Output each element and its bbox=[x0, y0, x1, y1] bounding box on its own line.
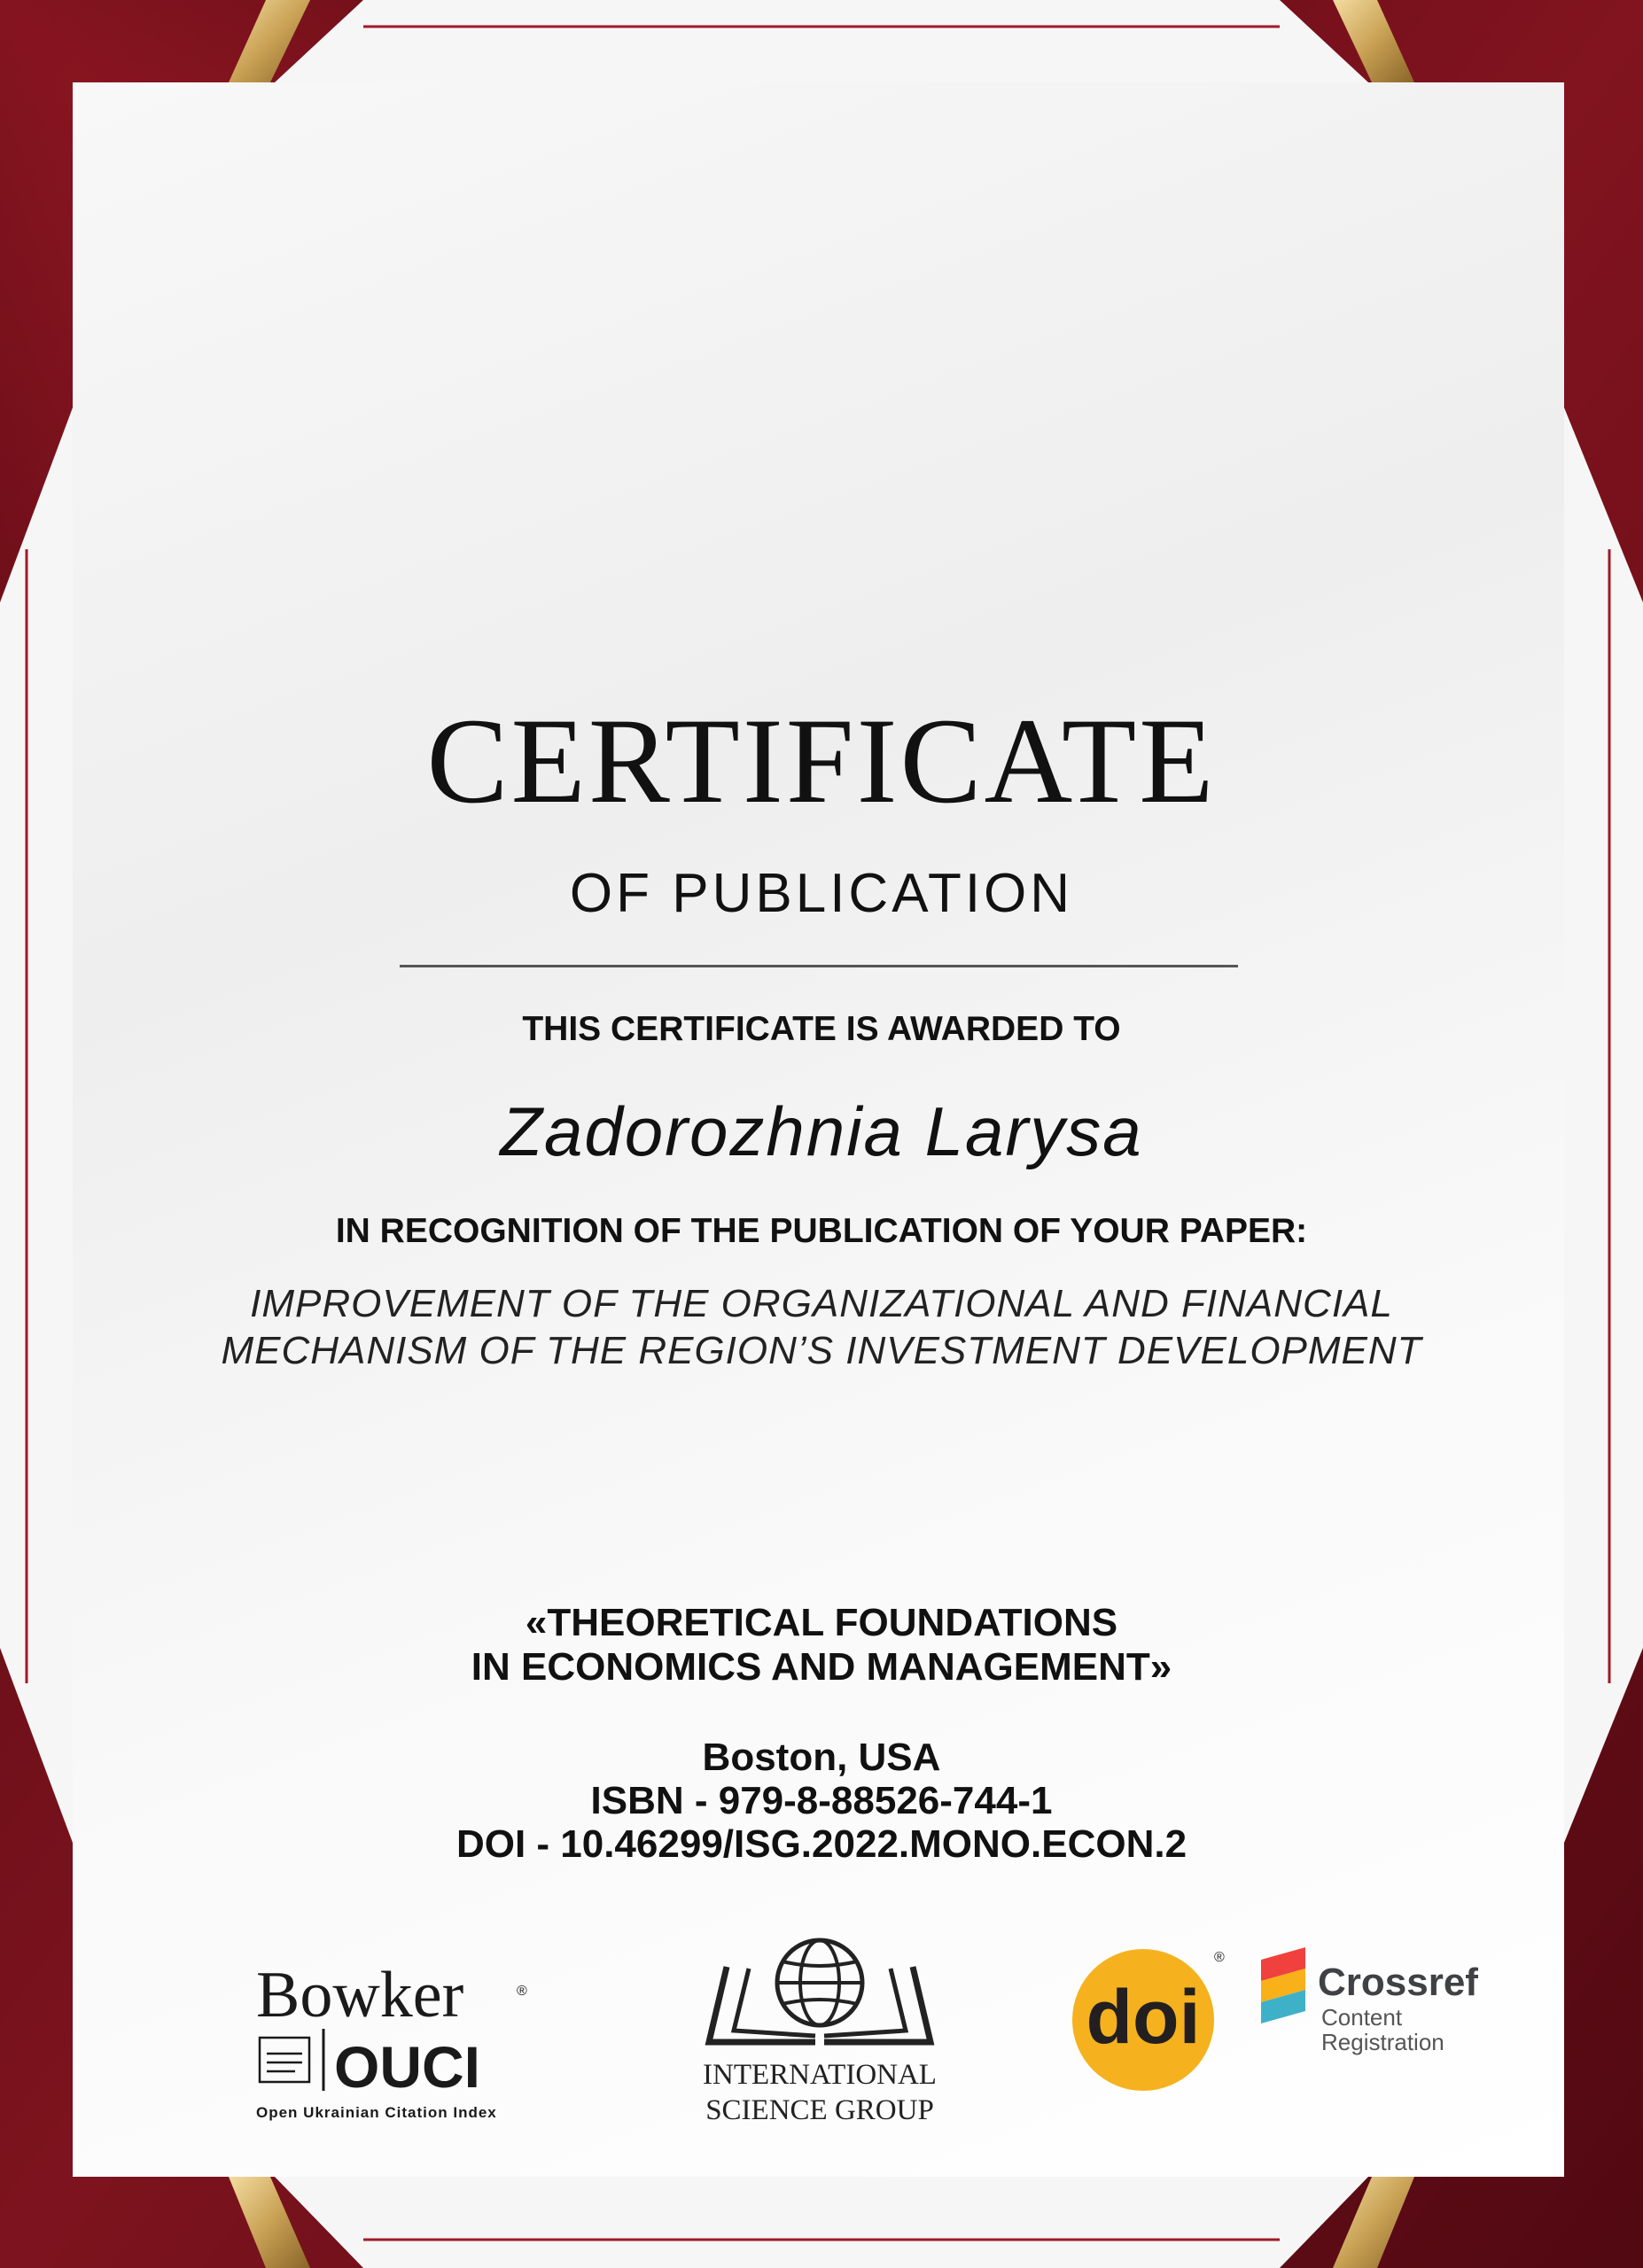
doi-logo bbox=[1071, 1942, 1234, 2093]
open-book-globe-icon bbox=[709, 1940, 931, 2042]
ouci-caption: Open Ukrainian Citation Index bbox=[256, 2104, 497, 2121]
monograph-title-line: IN ECONOMICS AND MANAGEMENT» bbox=[471, 1645, 1172, 1689]
registered-mark: ® bbox=[1214, 1950, 1225, 1965]
bowker-ouci-logo bbox=[253, 1949, 545, 2126]
crossref-line1: Content bbox=[1321, 2004, 1403, 2031]
monograph-title-line: «THEORETICAL FOUNDATIONS bbox=[525, 1601, 1118, 1644]
awarded-to-label: THIS CERTIFICATE IS AWARDED TO bbox=[522, 1010, 1121, 1048]
ouci-wordmark: OUCI bbox=[334, 2034, 480, 2100]
recognition-label: IN RECOGNITION OF THE PUBLICATION OF YOUR PAPER: bbox=[335, 1212, 1308, 1250]
registered-mark: ® bbox=[517, 1984, 527, 1999]
isg-logo bbox=[691, 1931, 948, 2135]
doi-number: DOI - 10.46299/ISG.2022.MONO.ECON.2 bbox=[456, 1822, 1187, 1866]
crossref-icon bbox=[1261, 1947, 1305, 2023]
title-divider bbox=[400, 965, 1238, 967]
doi-wordmark: doi bbox=[1086, 1975, 1201, 2060]
crossref-wordmark: Crossref bbox=[1318, 1961, 1478, 2004]
bowker-wordmark: Bowker bbox=[256, 1959, 464, 2031]
crossref-logo bbox=[1254, 1940, 1493, 2064]
crossref-line2: Registration bbox=[1321, 2029, 1444, 2055]
isg-line2: SCIENCE GROUP bbox=[705, 2094, 934, 2126]
certificate-subtitle: OF PUBLICATION bbox=[569, 863, 1074, 924]
isg-line1: INTERNATIONAL bbox=[703, 2059, 937, 2091]
publication-place: Boston, USA bbox=[702, 1736, 941, 1779]
recipient-name: Zadorozhnia Larysa bbox=[500, 1092, 1143, 1170]
paper-title-line: MECHANISM OF THE REGION’S INVESTMENT DEVELOPMENT bbox=[221, 1329, 1422, 1372]
isbn: ISBN - 979-8-88526-744-1 bbox=[590, 1779, 1053, 1822]
quote-document-icon bbox=[260, 2038, 309, 2082]
paper-title-line: IMPROVEMENT OF THE ORGANIZATIONAL AND FINANCIAL bbox=[250, 1282, 1393, 1325]
certificate-title: CERTIFICATE bbox=[426, 693, 1217, 828]
